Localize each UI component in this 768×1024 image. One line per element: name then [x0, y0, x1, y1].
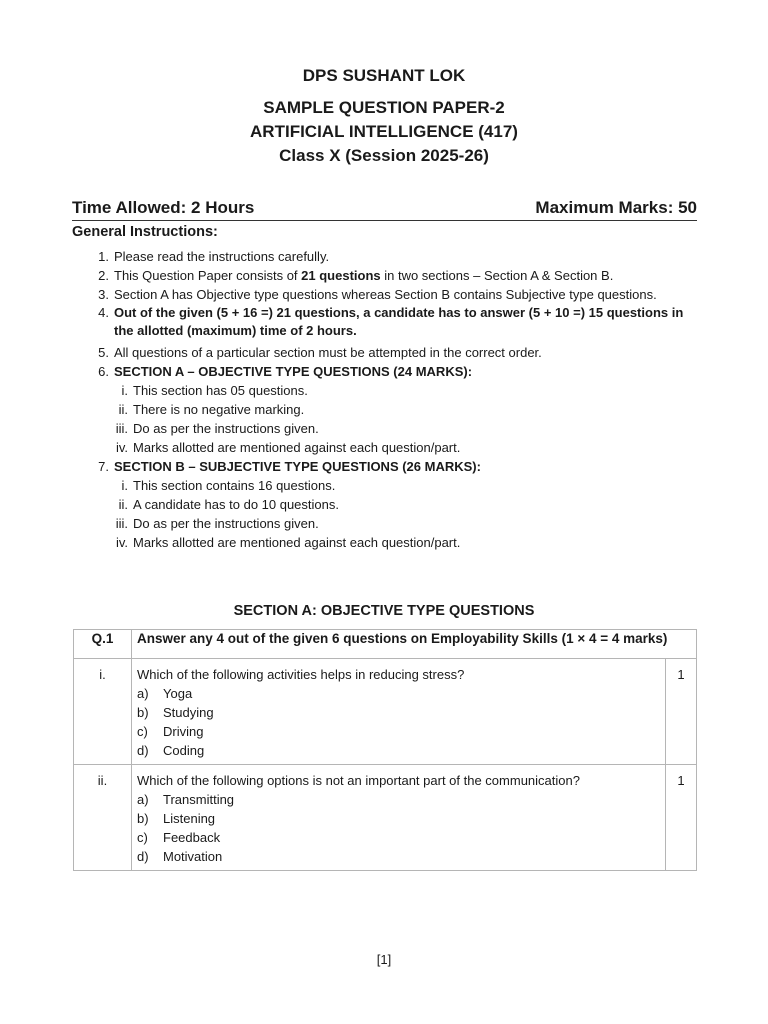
option-item [137, 722, 660, 741]
page-number: [1] [376, 952, 392, 967]
instruction-number: 4. [98, 305, 109, 320]
instruction-text [114, 266, 702, 285]
instruction-text: SECTION A – OBJECTIVE TYPE QUESTIONS (24 MARKS): [114, 364, 473, 379]
question-marks: 1 [666, 765, 697, 871]
sub-instruction-text: This section has 05 questions. [133, 383, 308, 398]
option-item [137, 684, 660, 703]
option-text: Feedback [163, 830, 221, 845]
instruction-number: 5. [98, 345, 109, 360]
subject-title: ARTIFICIAL INTELLIGENCE (417) [250, 122, 518, 141]
maximum-marks: Maximum Marks: 50 [535, 198, 697, 217]
sub-instruction [72, 381, 702, 400]
option-text: Studying [163, 705, 214, 720]
sub-instruction-number: iii. [115, 421, 128, 436]
section-a-title: SECTION A: OBJECTIVE TYPE QUESTIONS [233, 603, 535, 619]
instruction-item [72, 304, 702, 340]
sub-instruction [72, 533, 702, 552]
sub-instruction-text: Marks allotted are mentioned against each question/part. [133, 535, 461, 550]
sub-instruction-number: ii. [118, 497, 128, 512]
option-text: Transmitting [163, 792, 235, 807]
option-label: d) [137, 849, 149, 864]
question-text: Which of the following activities helps in reducing stress? [137, 667, 465, 682]
instruction-number: 3. [98, 287, 109, 302]
instruction-text-part: This Question Paper consists of [114, 268, 302, 283]
sub-instruction-number: iii. [115, 516, 128, 531]
option-text: Motivation [163, 849, 223, 864]
instruction-item [72, 285, 702, 304]
instruction-text: Out of the given (5 + 16 =) 21 questions, a candidate has to answer (5 + 10 =) 15 questions in the allotted (maximum) time of 2 hours. [114, 305, 684, 338]
option-label: d) [137, 743, 149, 758]
option-label: c) [137, 724, 148, 739]
instruction-text: All questions of a particular section must be attempted in the correct order. [114, 345, 542, 360]
sub-instruction-number: iv. [115, 440, 128, 455]
question-number: i. [74, 659, 132, 765]
instruction-text-part: in two sections – Section A & Section B. [380, 268, 614, 283]
sub-instruction [72, 476, 702, 495]
question-label: Q.1 [74, 630, 132, 659]
instruction-item [72, 266, 702, 285]
option-item [137, 809, 660, 828]
instruction-number: 7. [98, 459, 109, 474]
class-session: Class X (Session 2025-26) [279, 146, 489, 165]
sub-instruction [72, 438, 702, 457]
option-text: Yoga [163, 686, 193, 701]
sub-instruction-text: This section contains 16 questions. [133, 478, 336, 493]
instruction-item [72, 362, 702, 381]
time-marks-row [72, 198, 697, 221]
school-name: DPS SUSHANT LOK [302, 66, 466, 85]
instruction-item [72, 457, 702, 476]
option-label: a) [137, 686, 149, 701]
option-item [137, 828, 660, 847]
sub-instruction-number: iv. [115, 535, 128, 550]
option-label: c) [137, 830, 148, 845]
question-marks: 1 [666, 659, 697, 765]
sub-instruction-number: ii. [118, 402, 128, 417]
sub-instruction [72, 400, 702, 419]
instruction-item [72, 247, 702, 266]
general-instructions-heading: General Instructions: [72, 224, 218, 240]
question-header-row [74, 630, 697, 659]
sub-instruction-number: i. [121, 383, 128, 398]
question-number: ii. [74, 765, 132, 871]
option-item [137, 847, 660, 866]
instruction-text: Section A has Objective type questions whereas Section B contains Subjective type questions. [114, 287, 657, 302]
question-text: Which of the following options is not an important part of the communication? [137, 773, 580, 788]
option-label: a) [137, 792, 149, 807]
sub-instruction-number: i. [121, 478, 128, 493]
sub-instruction-text: Marks allotted are mentioned against each question/part. [133, 440, 461, 455]
question-body [132, 659, 666, 765]
option-label: b) [137, 811, 149, 826]
sub-instruction [72, 419, 702, 438]
option-text: Driving [163, 724, 204, 739]
sub-instruction [72, 495, 702, 514]
instruction-number: 2. [98, 268, 109, 283]
option-item [137, 741, 660, 760]
question-row [74, 659, 697, 765]
option-text: Coding [163, 743, 205, 758]
sub-instruction-text: Do as per the instructions given. [133, 516, 319, 531]
instruction-item [72, 343, 702, 362]
instruction-text: SECTION B – SUBJECTIVE TYPE QUESTIONS (26 MARKS): [114, 459, 481, 474]
sub-instruction-text: Do as per the instructions given. [133, 421, 319, 436]
option-label: b) [137, 705, 149, 720]
instruction-number: 6. [98, 364, 109, 379]
instruction-text-bold: 21 questions [301, 268, 381, 283]
question-row [74, 765, 697, 871]
sub-instruction-text: There is no negative marking. [133, 402, 305, 417]
sub-instruction-text: A candidate has to do 10 questions. [133, 497, 339, 512]
option-item [137, 703, 660, 722]
title-block [0, 96, 768, 168]
question-instruction: Answer any 4 out of the given 6 questions on Employability Skills (1 × 4 = 4 marks) [132, 630, 697, 659]
question-table [73, 629, 697, 871]
instructions-list [72, 247, 702, 552]
sub-instruction [72, 514, 702, 533]
option-text: Listening [163, 811, 216, 826]
time-allowed: Time Allowed: 2 Hours [72, 198, 255, 217]
option-item [137, 790, 660, 809]
instruction-text: Please read the instructions carefully. [114, 249, 330, 264]
question-body [132, 765, 666, 871]
paper-title: SAMPLE QUESTION PAPER-2 [263, 98, 505, 117]
instruction-number: 1. [98, 249, 109, 264]
